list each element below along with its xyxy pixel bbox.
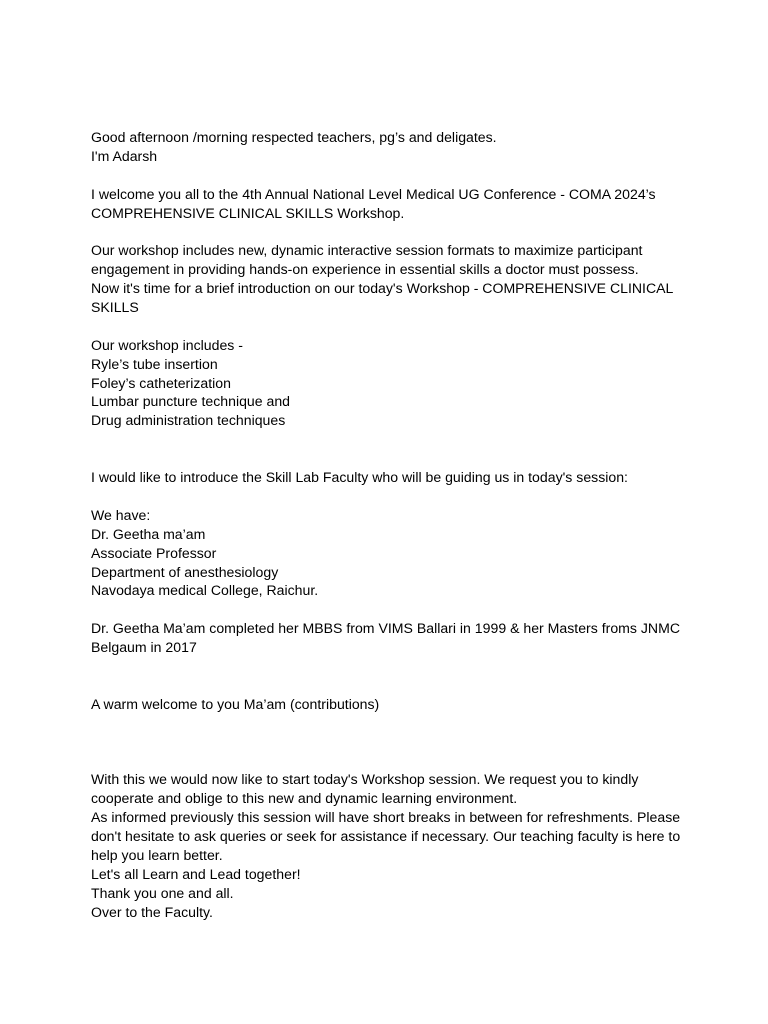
- text-line: Now it's time for a brief introduction on our today's Workshop - COMPREHENSIVE CLINICAL: [91, 280, 674, 297]
- text-line: engagement in providing hands-on experience in essential skills a doctor must possess.: [91, 261, 639, 278]
- faculty-department: Department of anesthesiology: [91, 563, 279, 580]
- faculty-title: Associate Professor: [91, 544, 217, 561]
- text-line: COMPREHENSIVE CLINICAL SKILLS Workshop.: [91, 204, 405, 221]
- intro-paragraph: [91, 241, 691, 317]
- text-line: Belgaum in 2017: [91, 639, 197, 656]
- text-line: Our workshop includes new, dynamic interactive session formats to maximize participant: [91, 242, 643, 259]
- faculty-college: Navodaya medical College, Raichur.: [91, 582, 319, 599]
- welcome-paragraph: [91, 185, 691, 223]
- text-line: I welcome you all to the 4th Annual National Level Medical UG Conference - COMA 2024’s: [91, 185, 656, 202]
- text-line: Good afternoon /morning respected teachers, pg’s and deligates.: [91, 129, 497, 145]
- text-line: don't hesitate to ask queries or seek for assistance if necessary. Our teaching faculty is here to: [91, 828, 681, 844]
- list-item: Drug administration techniques: [91, 412, 286, 429]
- text-line: Over to the Faculty.: [91, 903, 213, 920]
- list-heading: Our workshop includes -: [91, 336, 243, 353]
- text-line: help you learn better.: [91, 846, 223, 863]
- text-line: Dr. Geetha Ma’am completed her MBBS from VIMS Ballari in 1999 & her Masters froms JNMC: [91, 620, 680, 637]
- text-line: Let's all Learn and Lead together!: [91, 865, 301, 882]
- text-line: Thank you one and all.: [91, 884, 234, 901]
- closing-paragraph: [91, 770, 691, 921]
- faculty-details: [91, 506, 691, 600]
- text-line: cooperate and oblige to this new and dynamic learning environment.: [91, 790, 518, 807]
- text-line: A warm welcome to you Ma’am (contributions): [91, 695, 380, 712]
- warm-welcome-paragraph: [91, 695, 691, 714]
- text-line: With this we would now like to start today's Workshop session. We request you to kindly: [91, 771, 639, 788]
- list-item: Ryle’s tube insertion: [91, 355, 218, 372]
- text-line: As informed previously this session will have short breaks in between for refreshments. Please: [91, 809, 681, 826]
- faculty-intro-paragraph: [91, 468, 691, 487]
- text-line: SKILLS: [91, 299, 139, 316]
- document-page: [91, 128, 691, 921]
- faculty-name: Dr. Geetha ma’am: [91, 525, 206, 542]
- text-line: I'm Adarsh: [91, 147, 158, 164]
- greeting-paragraph: [91, 128, 691, 166]
- text-line: I would like to introduce the Skill Lab Faculty who will be guiding us in today's session:: [91, 469, 628, 486]
- text-line: We have:: [91, 506, 151, 523]
- list-item: Foley’s catheterization: [91, 374, 231, 391]
- bio-paragraph: [91, 619, 691, 657]
- includes-list: [91, 336, 691, 430]
- list-item: Lumbar puncture technique and: [91, 393, 291, 410]
